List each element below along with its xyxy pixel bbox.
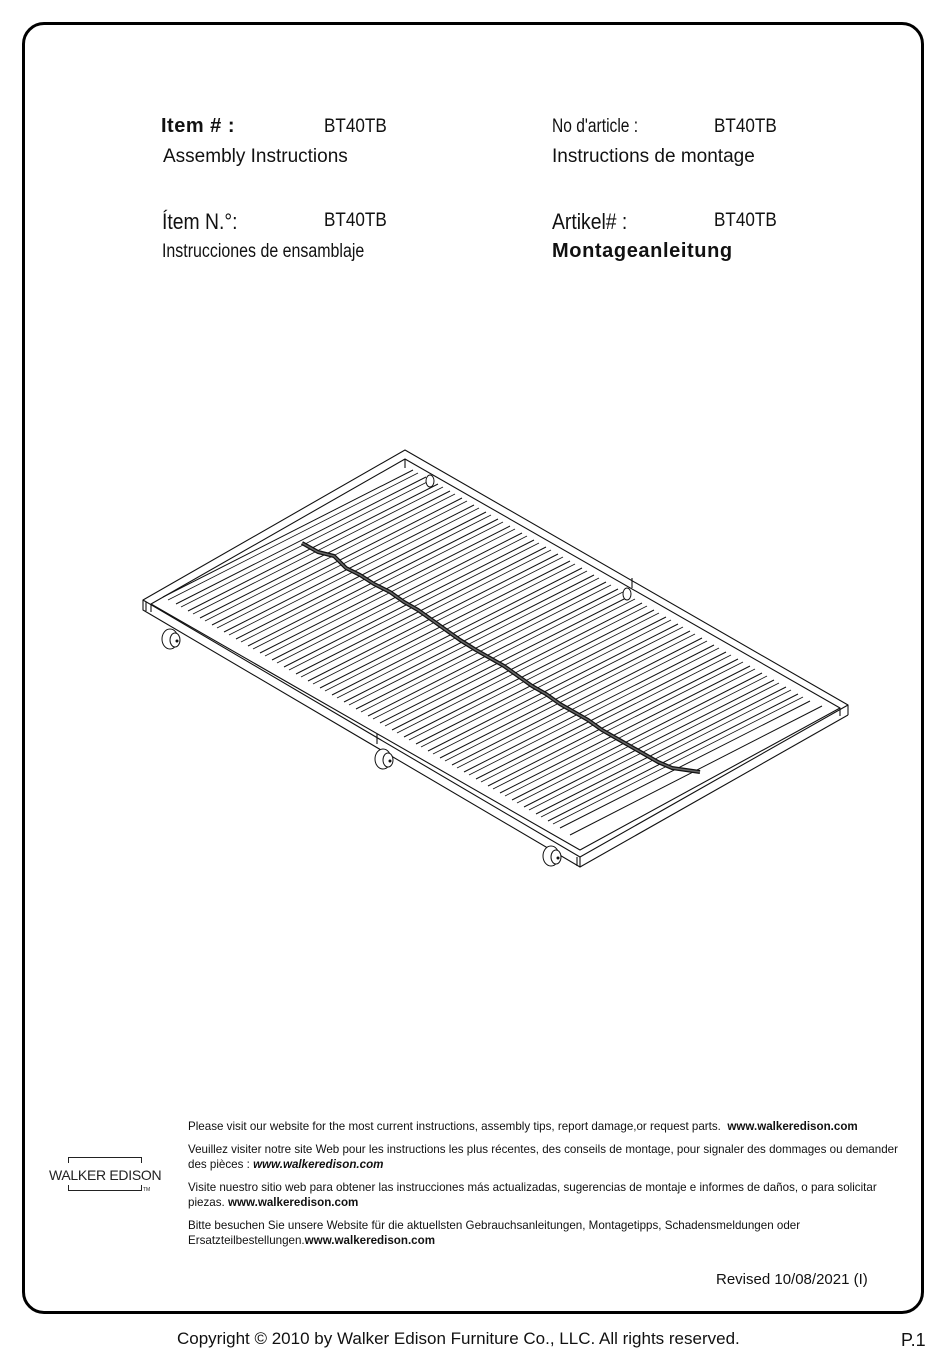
caster-icon bbox=[162, 629, 180, 649]
item-label-fr: No d'article : bbox=[552, 116, 639, 137]
note-es-text: Visite nuestro sitio web para obtener las instrucciones más actualizadas, sugerencias de montaje e informes de daños, o para solicitar piezas. bbox=[188, 1181, 877, 1209]
caster-icon bbox=[375, 749, 393, 769]
item-code-fr: BT40TB bbox=[714, 116, 777, 137]
caster-icon bbox=[543, 846, 561, 866]
note-en-url[interactable]: www.walkeredison.com bbox=[727, 1120, 858, 1133]
copyright: Copyright © 2010 by Walker Edison Furniture Co., LLC. All rights reserved. bbox=[177, 1329, 740, 1348]
logo-text: WALKER EDISON bbox=[49, 1167, 162, 1183]
note-fr bbox=[188, 1142, 900, 1172]
note-de-url[interactable]: www.walkeredison.com bbox=[304, 1234, 436, 1247]
website-notes bbox=[188, 1119, 900, 1256]
note-en-text: Please visit our website for the most current instructions, assembly tips, report damage,or request parts. bbox=[188, 1120, 721, 1133]
item-code-en: BT40TB bbox=[324, 116, 387, 137]
title-en: Assembly Instructions bbox=[163, 146, 348, 167]
logo-bracket-bottom bbox=[68, 1185, 142, 1191]
caster-icon bbox=[623, 588, 631, 600]
note-fr-text: Veuillez visiter notre site Web pour les instructions les plus récentes, des conseils de montage, pour signaler des dommages ou demander des pièces : bbox=[188, 1143, 898, 1171]
revised-date: Revised 10/08/2021 (I) bbox=[716, 1271, 868, 1288]
note-es bbox=[188, 1180, 900, 1210]
item-label-en: Item # : bbox=[161, 115, 236, 137]
title-de: Montageanleitung bbox=[552, 240, 733, 262]
item-code-es: BT40TB bbox=[324, 210, 387, 231]
note-en bbox=[188, 1119, 900, 1134]
item-label-de: Artikel# : bbox=[552, 209, 628, 234]
note-de bbox=[188, 1218, 900, 1248]
logo-bracket-top bbox=[68, 1157, 142, 1163]
item-code-de: BT40TB bbox=[714, 210, 777, 231]
title-es: Instrucciones de ensamblaje bbox=[162, 241, 365, 262]
note-es-url[interactable]: www.walkeredison.com bbox=[227, 1196, 359, 1209]
item-label-es: Ítem N.°: bbox=[162, 209, 238, 234]
note-de-text: Bitte besuchen Sie unsere Website für die aktuellsten Gebrauchsanleitungen, Montagetipps, Schadensmeldungen oder Ersatzteilbestellungen. bbox=[188, 1219, 801, 1247]
title-fr: Instructions de montage bbox=[552, 146, 755, 167]
caster-icon bbox=[426, 475, 434, 487]
walker-edison-logo bbox=[49, 1157, 163, 1193]
page-number: P.1 bbox=[901, 1330, 926, 1350]
logo-trademark: TM bbox=[143, 1187, 151, 1193]
note-fr-url[interactable]: www.walkeredison.com bbox=[253, 1158, 384, 1171]
